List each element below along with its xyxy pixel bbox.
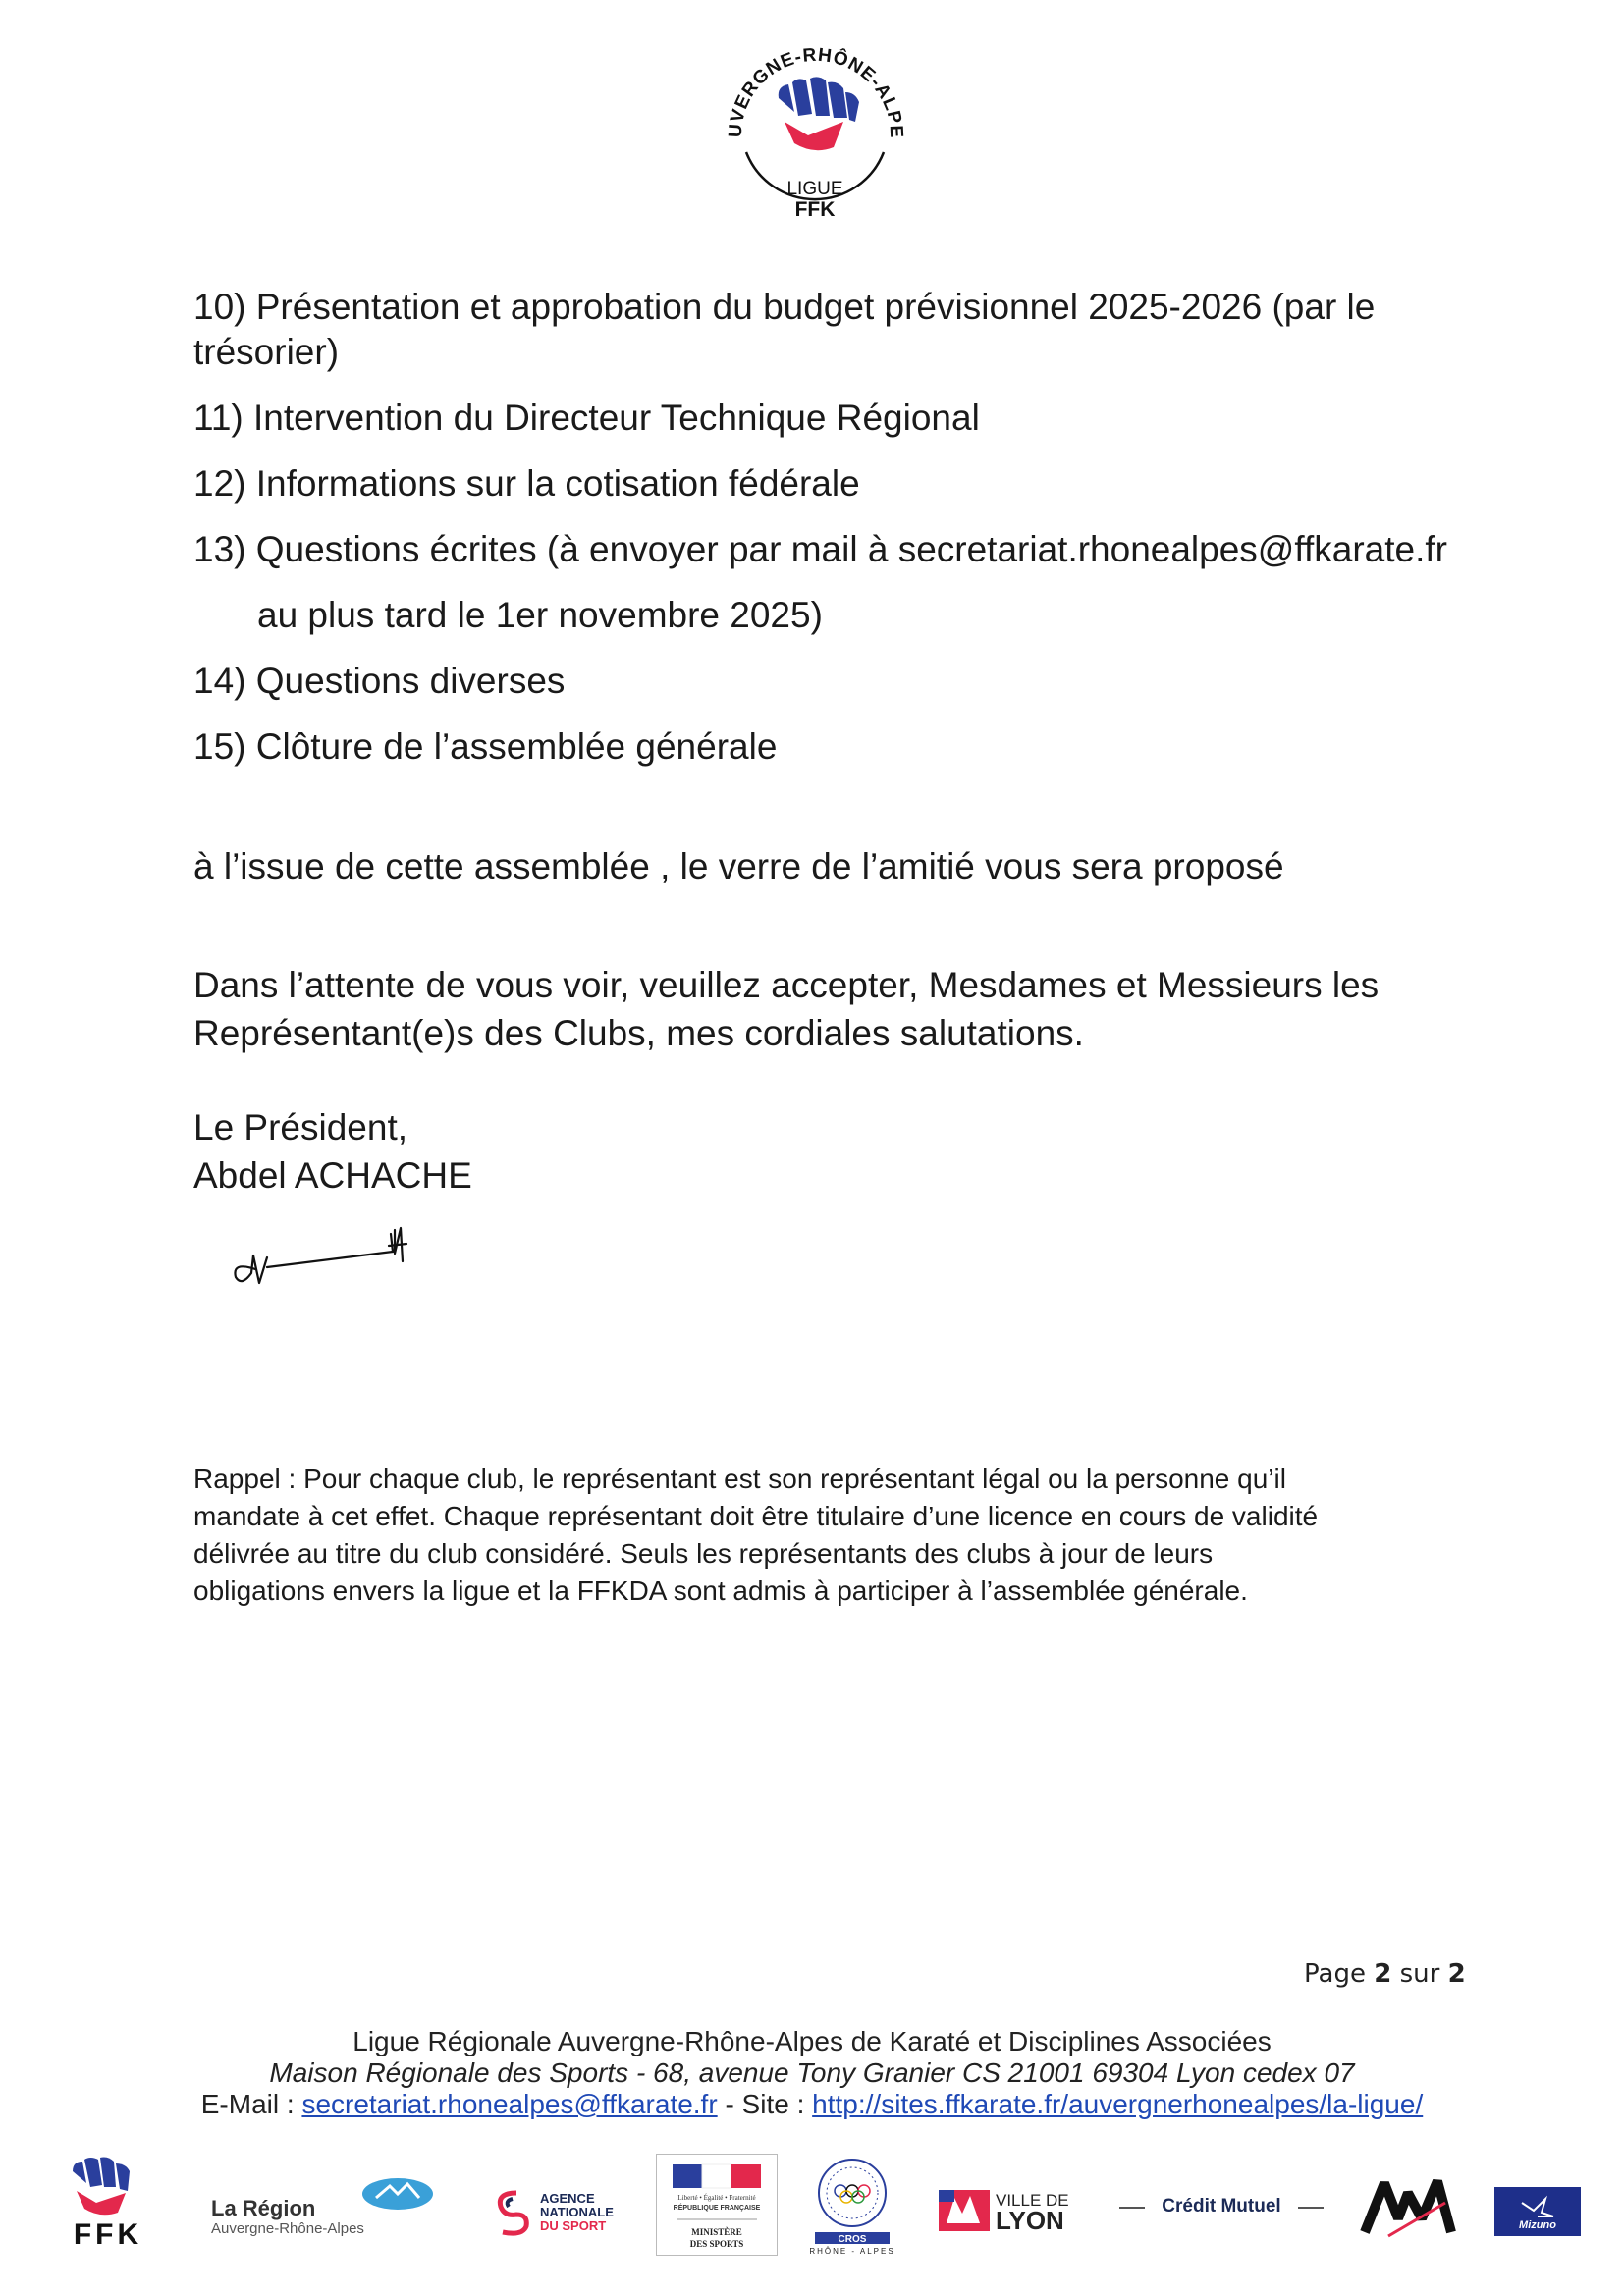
salutation-line-1: Dans l’attente de vous voir, veuillez accepter, Mesdames et Messieurs les <box>193 965 1380 1005</box>
ministere-line-4: DES SPORTS <box>689 2239 744 2249</box>
agenda-item-10: 10) Présentation et approbation du budget prévisionnel 2025-2026 (par le <box>193 287 1376 327</box>
footer-contact <box>0 2089 1624 2120</box>
agenda-item-10-cont: trésorier) <box>193 332 340 372</box>
agenda-item-14: 14) Questions diverses <box>193 661 566 701</box>
ffk-text: FFK <box>73 2218 143 2250</box>
ministere-line-1: Liberté • Égalité • Fraternité <box>677 2194 756 2202</box>
footer-site-label: - Site : <box>725 2089 805 2119</box>
reception-note: à l’issue de cette assemblée , le verre de l’amitié vous sera proposé <box>193 846 1284 886</box>
page-prefix: Page <box>1304 1959 1366 1989</box>
lyon-logo <box>937 2184 1090 2237</box>
footer-site-link[interactable]: http://sites.ffkarate.fr/auvergnerhonealpes/la-ligue/ <box>812 2089 1424 2119</box>
ministere-line-2: RÉPUBLIQUE FRANÇAISE <box>673 2205 761 2212</box>
cros-line-1: CROS <box>838 2234 867 2245</box>
svg-text:AUVERGNE-RHÔNE-ALPES <box>712 20 906 139</box>
lyon-line-2: LYON <box>996 2206 1064 2235</box>
footer-email-label: E-Mail : <box>200 2089 295 2119</box>
region-line-1: La Région <box>211 2196 316 2220</box>
footer-address: Maison Régionale des Sports - 68, avenue Tony Granier CS 21001 69304 Lyon cedex 07 <box>269 2057 1355 2088</box>
page-current: 2 <box>1374 1959 1392 1989</box>
rappel-line-1: Rappel : Pour chaque club, le représentant est son représentant légal ou la personne qu’il <box>193 1464 1286 1494</box>
signature <box>224 1222 430 1301</box>
page-total: 2 <box>1447 1959 1466 1989</box>
logo-ligue-text: LIGUE <box>786 179 843 199</box>
lyon-line-1: VILLE DE <box>996 2191 1069 2210</box>
ans-line-1: AGENCE <box>540 2191 595 2206</box>
ministere-logo <box>656 2154 778 2256</box>
agenda-item-15: 15) Clôture de l’assemblée générale <box>193 726 778 767</box>
mizuno-text: Mizuno <box>1519 2219 1556 2231</box>
logo-arc-text: UVERGNE-RHÔNE-ALPE <box>725 44 907 139</box>
agenda-item-11: 11) Intervention du Directeur Technique Régional <box>193 398 980 438</box>
region-line-2: Auvergne-Rhône-Alpes <box>211 2220 364 2237</box>
salutation-line-2: Représentant(e)s des Clubs, mes cordiales salutations. <box>193 1013 1084 1053</box>
ans-line-3: DU SPORT <box>540 2218 607 2233</box>
president-title: Le Président, <box>193 1107 408 1148</box>
agenda-item-12: 12) Informations sur la cotisation fédérale <box>193 463 860 504</box>
rappel-line-2: mandate à cet effet. Chaque représentant doit être titulaire d’une licence en cours de validité <box>193 1501 1319 1531</box>
region-logo <box>201 2174 447 2243</box>
ministere-line-3: MINISTÈRE <box>691 2227 742 2237</box>
footer-org: Ligue Régionale Auvergne-Rhône-Alpes de Karaté et Disciplines Associées <box>352 2026 1272 2056</box>
mizuno-logo <box>1494 2187 1581 2236</box>
president-name: Abdel ACHACHE <box>193 1155 472 1196</box>
agenda-item-13: 13) Questions écrites (à envoyer par mail à secretariat.rhonealpes@ffkarate.fr <box>193 529 1447 569</box>
rappel-line-3: délivrée au titre du club considéré. Seuls les représentants des clubs à jour de leurs <box>193 1538 1214 1569</box>
am-logo <box>1359 2163 1457 2252</box>
credit-mutuel-text: Crédit Mutuel <box>1162 2196 1281 2216</box>
cros-line-2: RHÔNE - ALPES <box>809 2247 895 2256</box>
agenda-item-13-cont: au plus tard le 1er novembre 2025) <box>257 595 823 635</box>
credit-mutuel-logo <box>1119 2187 1324 2226</box>
footer-email-link[interactable]: secretariat.rhonealpes@ffkarate.fr <box>301 2089 718 2119</box>
cros-logo <box>793 2154 911 2256</box>
ans-line-2: NATIONALE <box>540 2205 614 2219</box>
logo-ffk-text: FFK <box>794 198 836 221</box>
ffk-logo <box>49 2152 167 2250</box>
ligue-logo <box>712 20 918 226</box>
page-middle: sur <box>1399 1959 1440 1989</box>
ans-logo <box>491 2181 628 2240</box>
page-number <box>1304 1959 1466 1989</box>
rappel-line-4: obligations envers la ligue et la FFKDA sont admis à participer à l’assemblée générale. <box>193 1575 1248 1606</box>
